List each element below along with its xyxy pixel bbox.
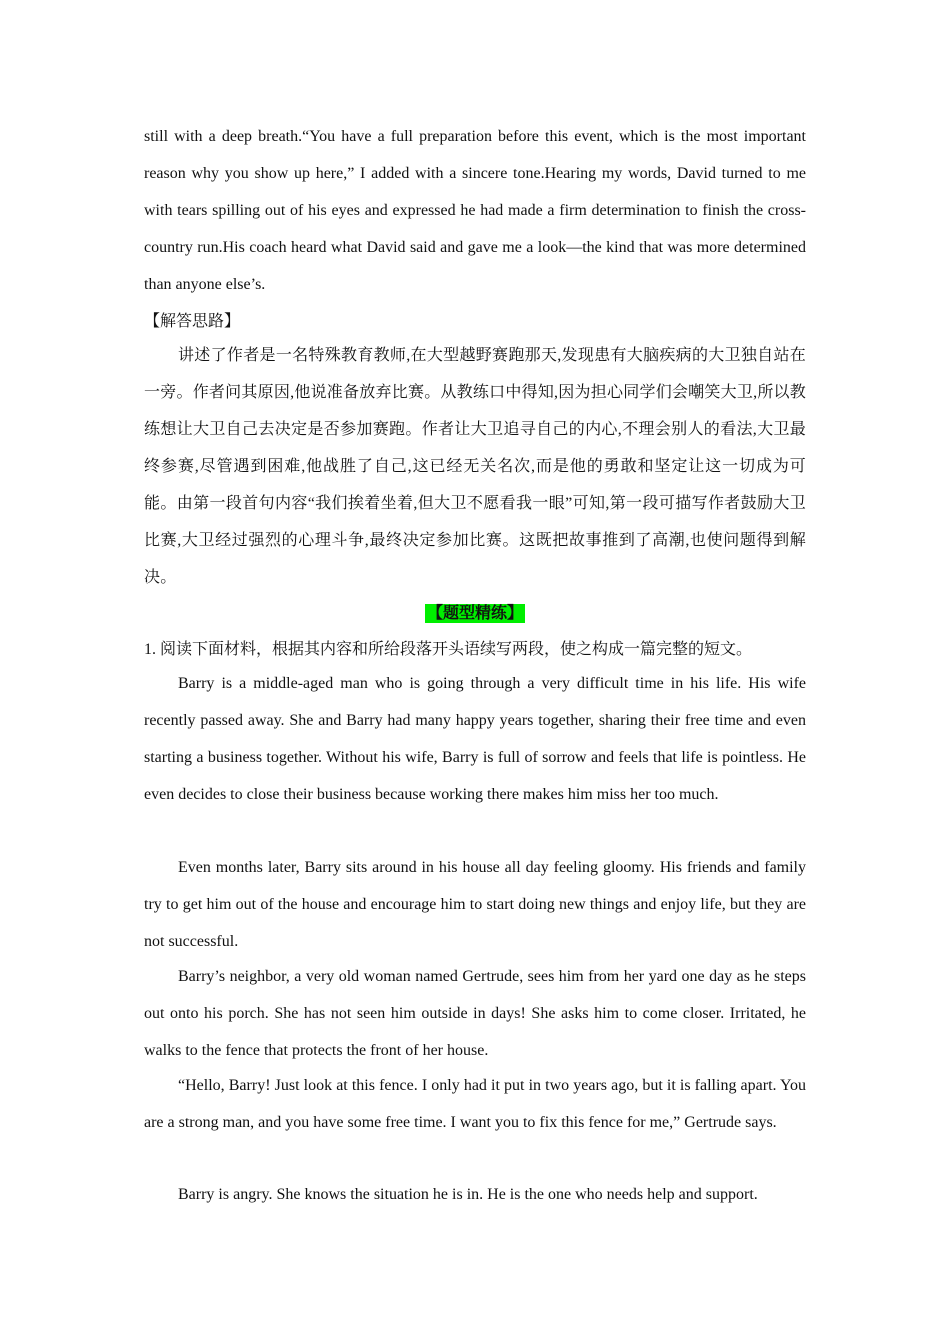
passage-paragraph-1: Barry is a middle-aged man who is going through a very difficult time in his life. His wife recently passed away. She and Barry had many happy years together, sharing their free time and even starting a business together. Without his wife, Barry is full of sorrow and feels that life is pointless. He even decides to close their business because working there makes him miss her too much. (144, 675, 806, 803)
section-title (144, 604, 806, 624)
passage-paragraph-4: “Hello, Barry! Just look at this fence. I only had it put in two years ago, but it is falling apart. You are a strong man, and you have some free time. I want you to fix this fence for me,” Gertrude says. (144, 1077, 806, 1131)
question-prompt: 1. 阅读下面材料，根据其内容和所给段落开头语续写两段，使之构成一篇完整的短文。 (144, 641, 753, 658)
story-continuation-paragraph: still with a deep breath.“You have a full preparation before this event, which is the most important reason why you show up here,” I added with a sincere tone.Hearing my words, David turned to me with tears spilling out of his eyes and expressed he had made a firm determination to finish the cross-country run.His coach heard what David said and gave me a look—the kind that was more determined than anyone else’s. (144, 128, 806, 293)
passage-paragraph-2: Even months later, Barry sits around in his house all day feeling gloomy. His friends and family try to get him out of the house and encourage him to start doing new things and enjoy life, but they are not successful. (144, 859, 806, 950)
passage-paragraph-5: Barry is angry. She knows the situation he is in. He is the one who needs help and support. (178, 1186, 758, 1203)
passage-paragraph-3: Barry’s neighbor, a very old woman named Gertrude, sees him from her yard one day as he steps out onto his porch. She has not seen him outside in days! She asks him to come closer. Irritated, he walks to the fence that protects the front of her house. (144, 968, 806, 1059)
analysis-paragraph: 讲述了作者是一名特殊教育教师,在大型越野赛跑那天,发现患有大脑疾病的大卫独自站在一旁。作者问其原因,他说准备放弃比赛。从教练口中得知,因为担心同学们会嘲笑大卫,所以教练想让大卫自己去决定是否参加赛跑。作者让大卫追寻自己的内心,不理会别人的看法,大卫最终参赛,尽管遇到困难,他战胜了自己,这已经无关名次,而是他的勇敢和坚定让这一切成为可能。由第一段首句内容“我们挨着坐着,但大卫不愿看我一眼”可知,第一段可描写作者鼓励大卫比赛,大卫经过强烈的心理斗争,最终决定参加比赛。这既把故事推到了高潮,也使问题得到解决。 (144, 347, 806, 586)
section-title-highlight: 【题型精练】 (426, 605, 523, 622)
analysis-heading: 【解答思路】 (144, 313, 241, 330)
